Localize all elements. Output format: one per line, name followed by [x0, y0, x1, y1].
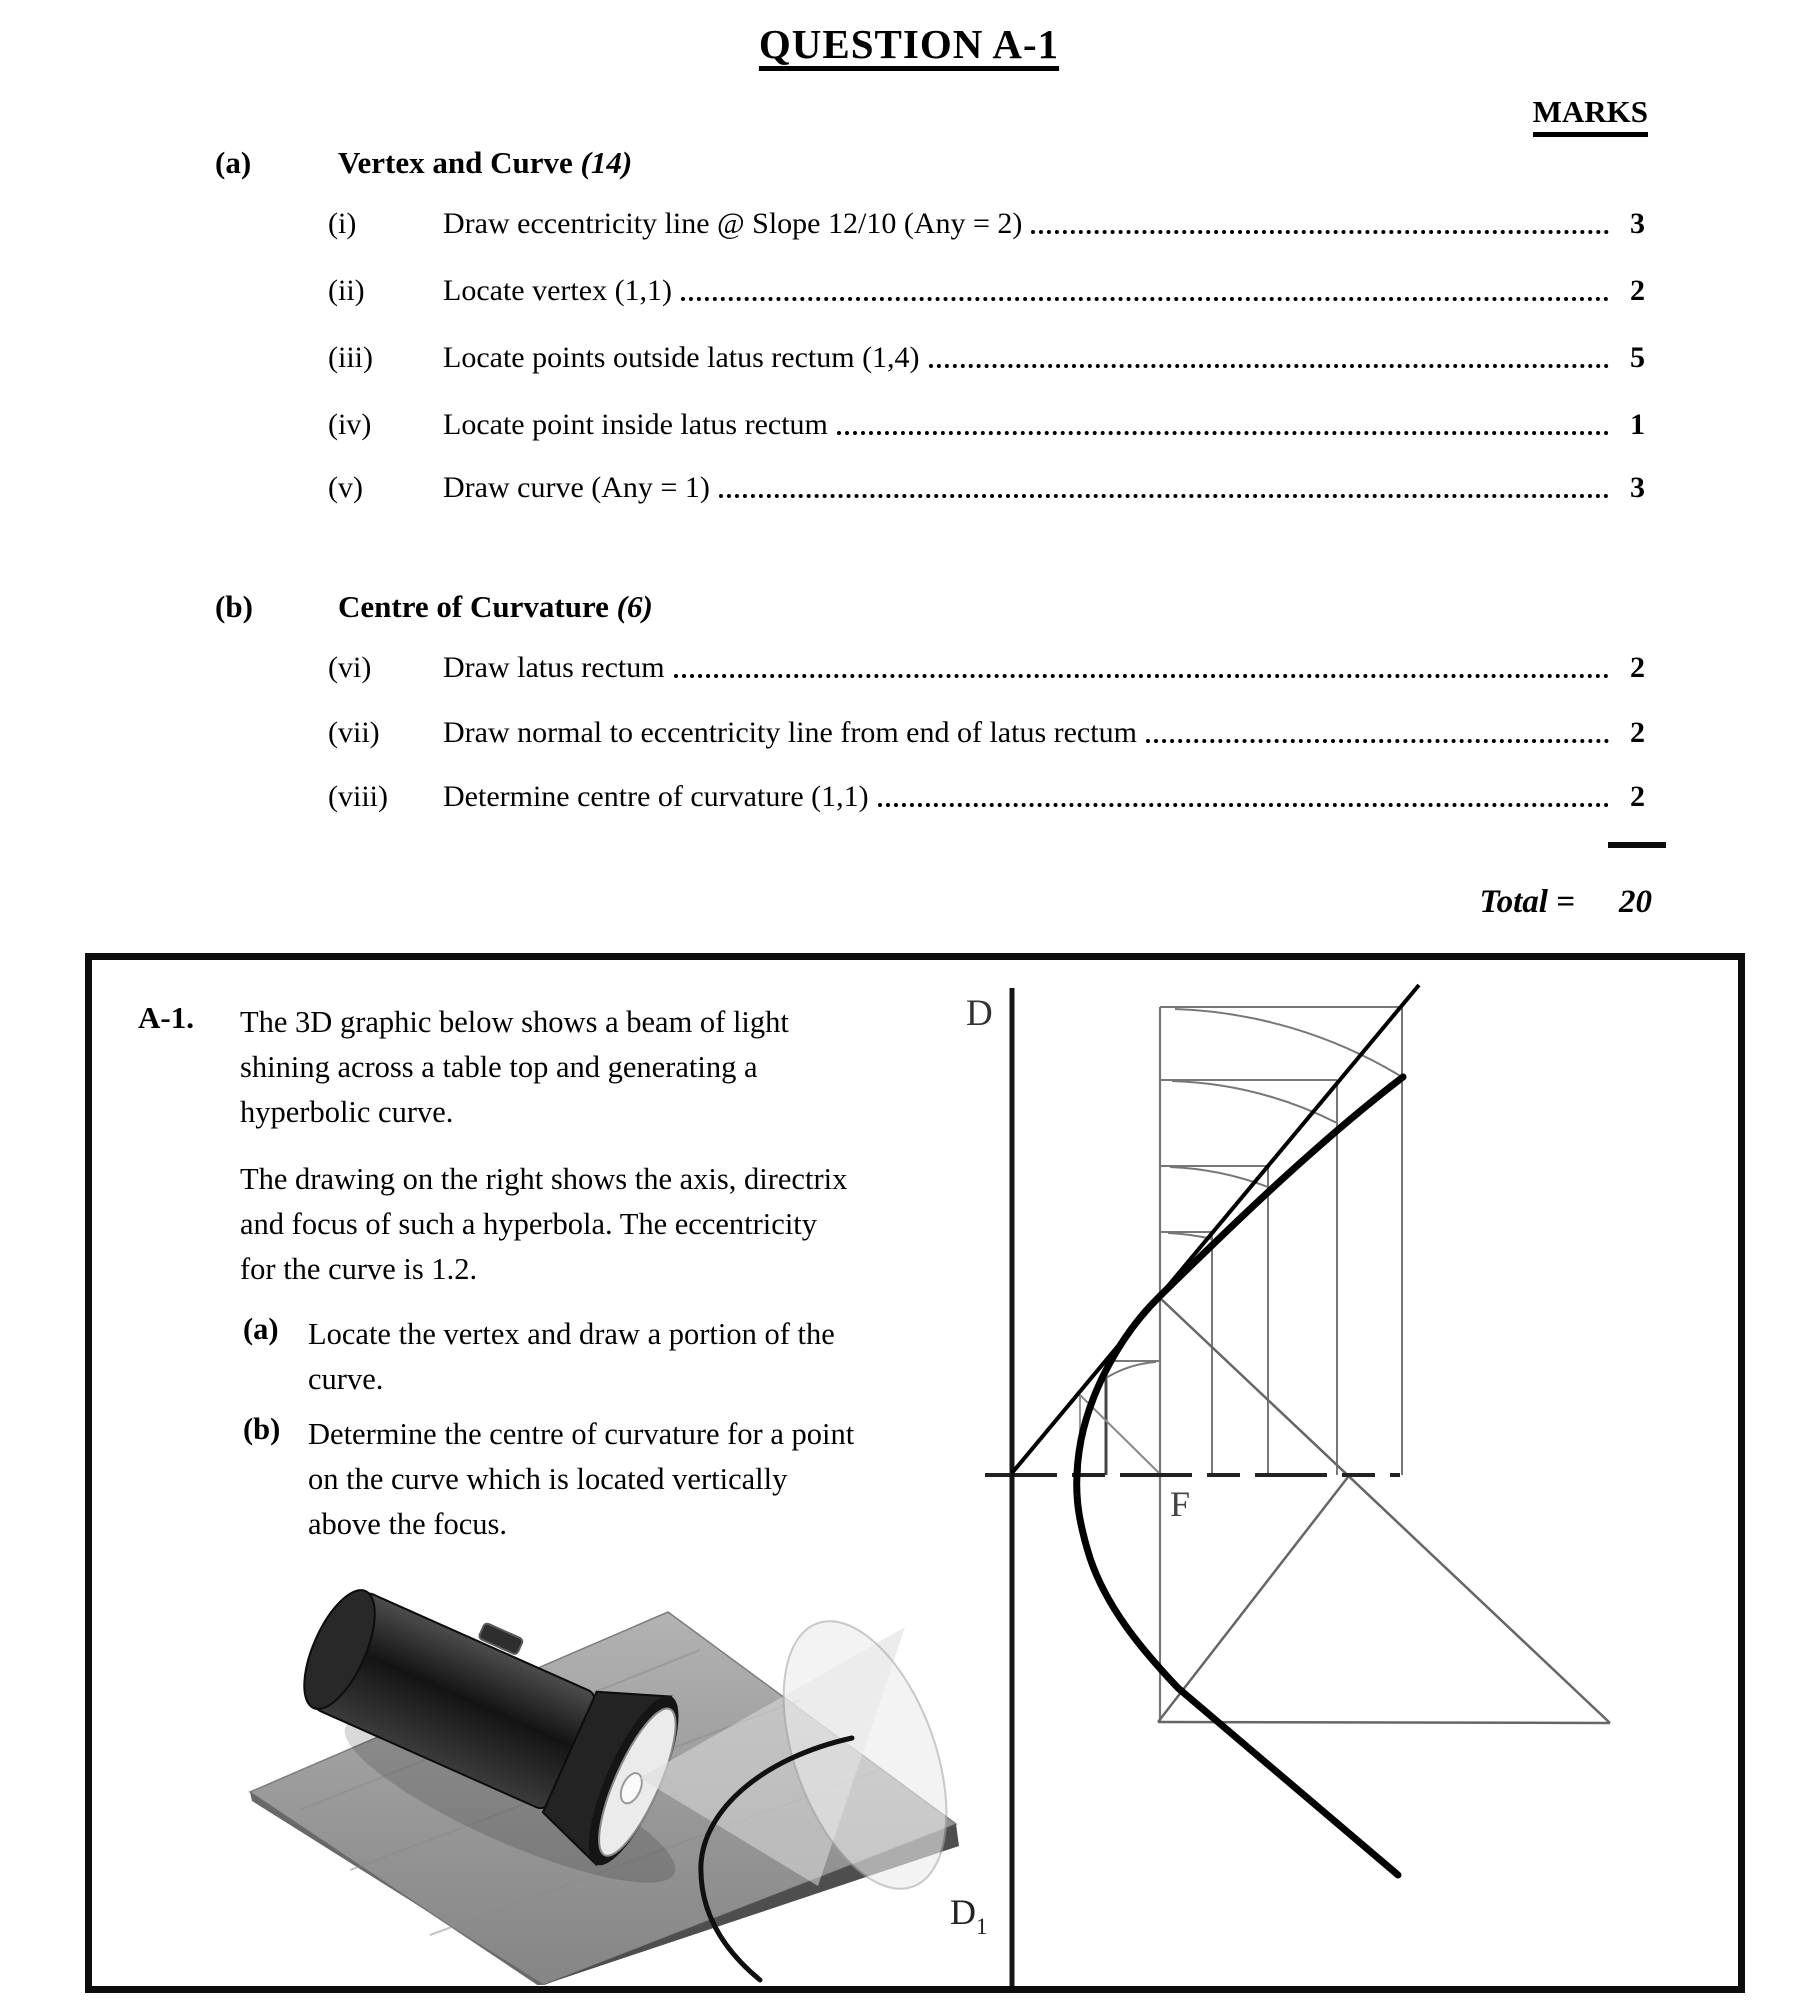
item-numeral: (vi)	[328, 651, 372, 684]
section-a-title: Vertex and Curve	[338, 145, 573, 180]
question-paragraph-1: The 3D graphic below shows a beam of light shining across a table top and generating a hyperbolic curve.	[240, 1005, 789, 1129]
question-id: A-1.	[138, 1000, 194, 1035]
mark-item-iv	[328, 408, 1645, 442]
item-numeral: (v)	[328, 471, 363, 504]
subquestion-b-text: Determine the centre of curvature for a point on the curve which is located vertically above the focus.	[308, 1417, 855, 1541]
item-text: Draw curve (Any = 1)	[443, 471, 710, 504]
item-text: Locate vertex (1,1)	[443, 274, 673, 307]
question-title: QUESTION A-1	[758, 21, 1060, 67]
total-label: Total =	[1479, 884, 1575, 920]
item-numeral: (i)	[328, 207, 357, 240]
section-b-title: Centre of Curvature	[338, 589, 609, 624]
mark-item-vi	[328, 651, 1645, 685]
total-value: 20	[1619, 884, 1652, 920]
mark-item-viii	[328, 780, 1645, 814]
item-marks: 5	[1630, 341, 1645, 374]
focal-arcs	[1106, 1009, 1402, 1378]
mark-item-iii	[328, 341, 1645, 375]
section-b-label: (b)	[215, 589, 253, 624]
mark-item-v	[328, 471, 1645, 505]
normal-line	[1160, 1298, 1610, 1723]
item-numeral: (iv)	[328, 408, 372, 441]
section-a-label: (a)	[215, 145, 252, 180]
dot-leader	[1031, 230, 1609, 234]
dot-leader	[719, 494, 1609, 498]
item-marks: 2	[1630, 274, 1645, 307]
item-numeral: (iii)	[328, 341, 373, 374]
eccentricity-line	[1012, 985, 1419, 1473]
subquestion-a-label: (a)	[243, 1312, 279, 1346]
question-paragraph-2: The drawing on the right shows the axis, directrix and focus of such a hyperbola. The eccentricity for the curve is 1.2.	[240, 1162, 848, 1286]
item-marks: 2	[1630, 651, 1645, 684]
section-b-heading	[215, 589, 653, 625]
item-marks: 2	[1630, 780, 1645, 813]
section-b-weight: (6)	[616, 589, 653, 624]
page-title	[0, 20, 1818, 68]
triangle-base	[1158, 1722, 1610, 1723]
mark-item-ii	[328, 274, 1645, 308]
item-numeral: (vii)	[328, 716, 380, 749]
item-marks: 2	[1630, 716, 1645, 749]
dot-leader	[837, 431, 1609, 435]
subquestion-b-label: (b)	[243, 1412, 281, 1446]
mark-item-i	[328, 207, 1645, 241]
directrix-top-label: D	[966, 993, 993, 1034]
item-marks: 3	[1630, 207, 1645, 240]
subquestion-a-text: Locate the vertex and draw a portion of the curve.	[308, 1317, 835, 1396]
flashlight-3d-graphic	[185, 1555, 980, 1985]
item-marks: 3	[1630, 471, 1645, 504]
item-text: Determine centre of curvature (1,1)	[443, 780, 869, 813]
item-marks: 1	[1630, 408, 1645, 441]
section-a-weight: (14)	[580, 145, 633, 180]
item-text: Draw eccentricity line @ Slope 12/10 (Any = 2)	[443, 207, 1023, 240]
section-a-heading	[215, 145, 632, 181]
dot-leader	[878, 803, 1609, 807]
focus-label: F	[1170, 1484, 1191, 1524]
dot-leader	[1146, 739, 1609, 743]
mark-item-vii	[328, 716, 1645, 750]
item-text: Draw normal to eccentricity line from end of latus rectum	[443, 716, 1137, 749]
marks-column-header: MARKS	[1480, 94, 1648, 137]
total-sum-line	[1608, 842, 1666, 848]
directrix-bottom-letter: D	[950, 1892, 976, 1932]
item-text: Draw latus rectum	[443, 651, 665, 684]
directrix-bottom-subscript: 1	[976, 1914, 988, 1939]
dot-leader	[929, 364, 1609, 368]
item-numeral: (viii)	[328, 780, 388, 813]
dot-leader	[681, 297, 1609, 301]
item-text: Locate points outside latus rectum (1,4)	[443, 341, 920, 374]
hyperbola-construction-diagram	[950, 960, 1740, 1992]
normal-and-triangle	[1158, 1298, 1610, 1723]
item-numeral: (ii)	[328, 274, 365, 307]
dot-leader	[674, 674, 1609, 678]
item-text: Locate point inside latus rectum	[443, 408, 828, 441]
